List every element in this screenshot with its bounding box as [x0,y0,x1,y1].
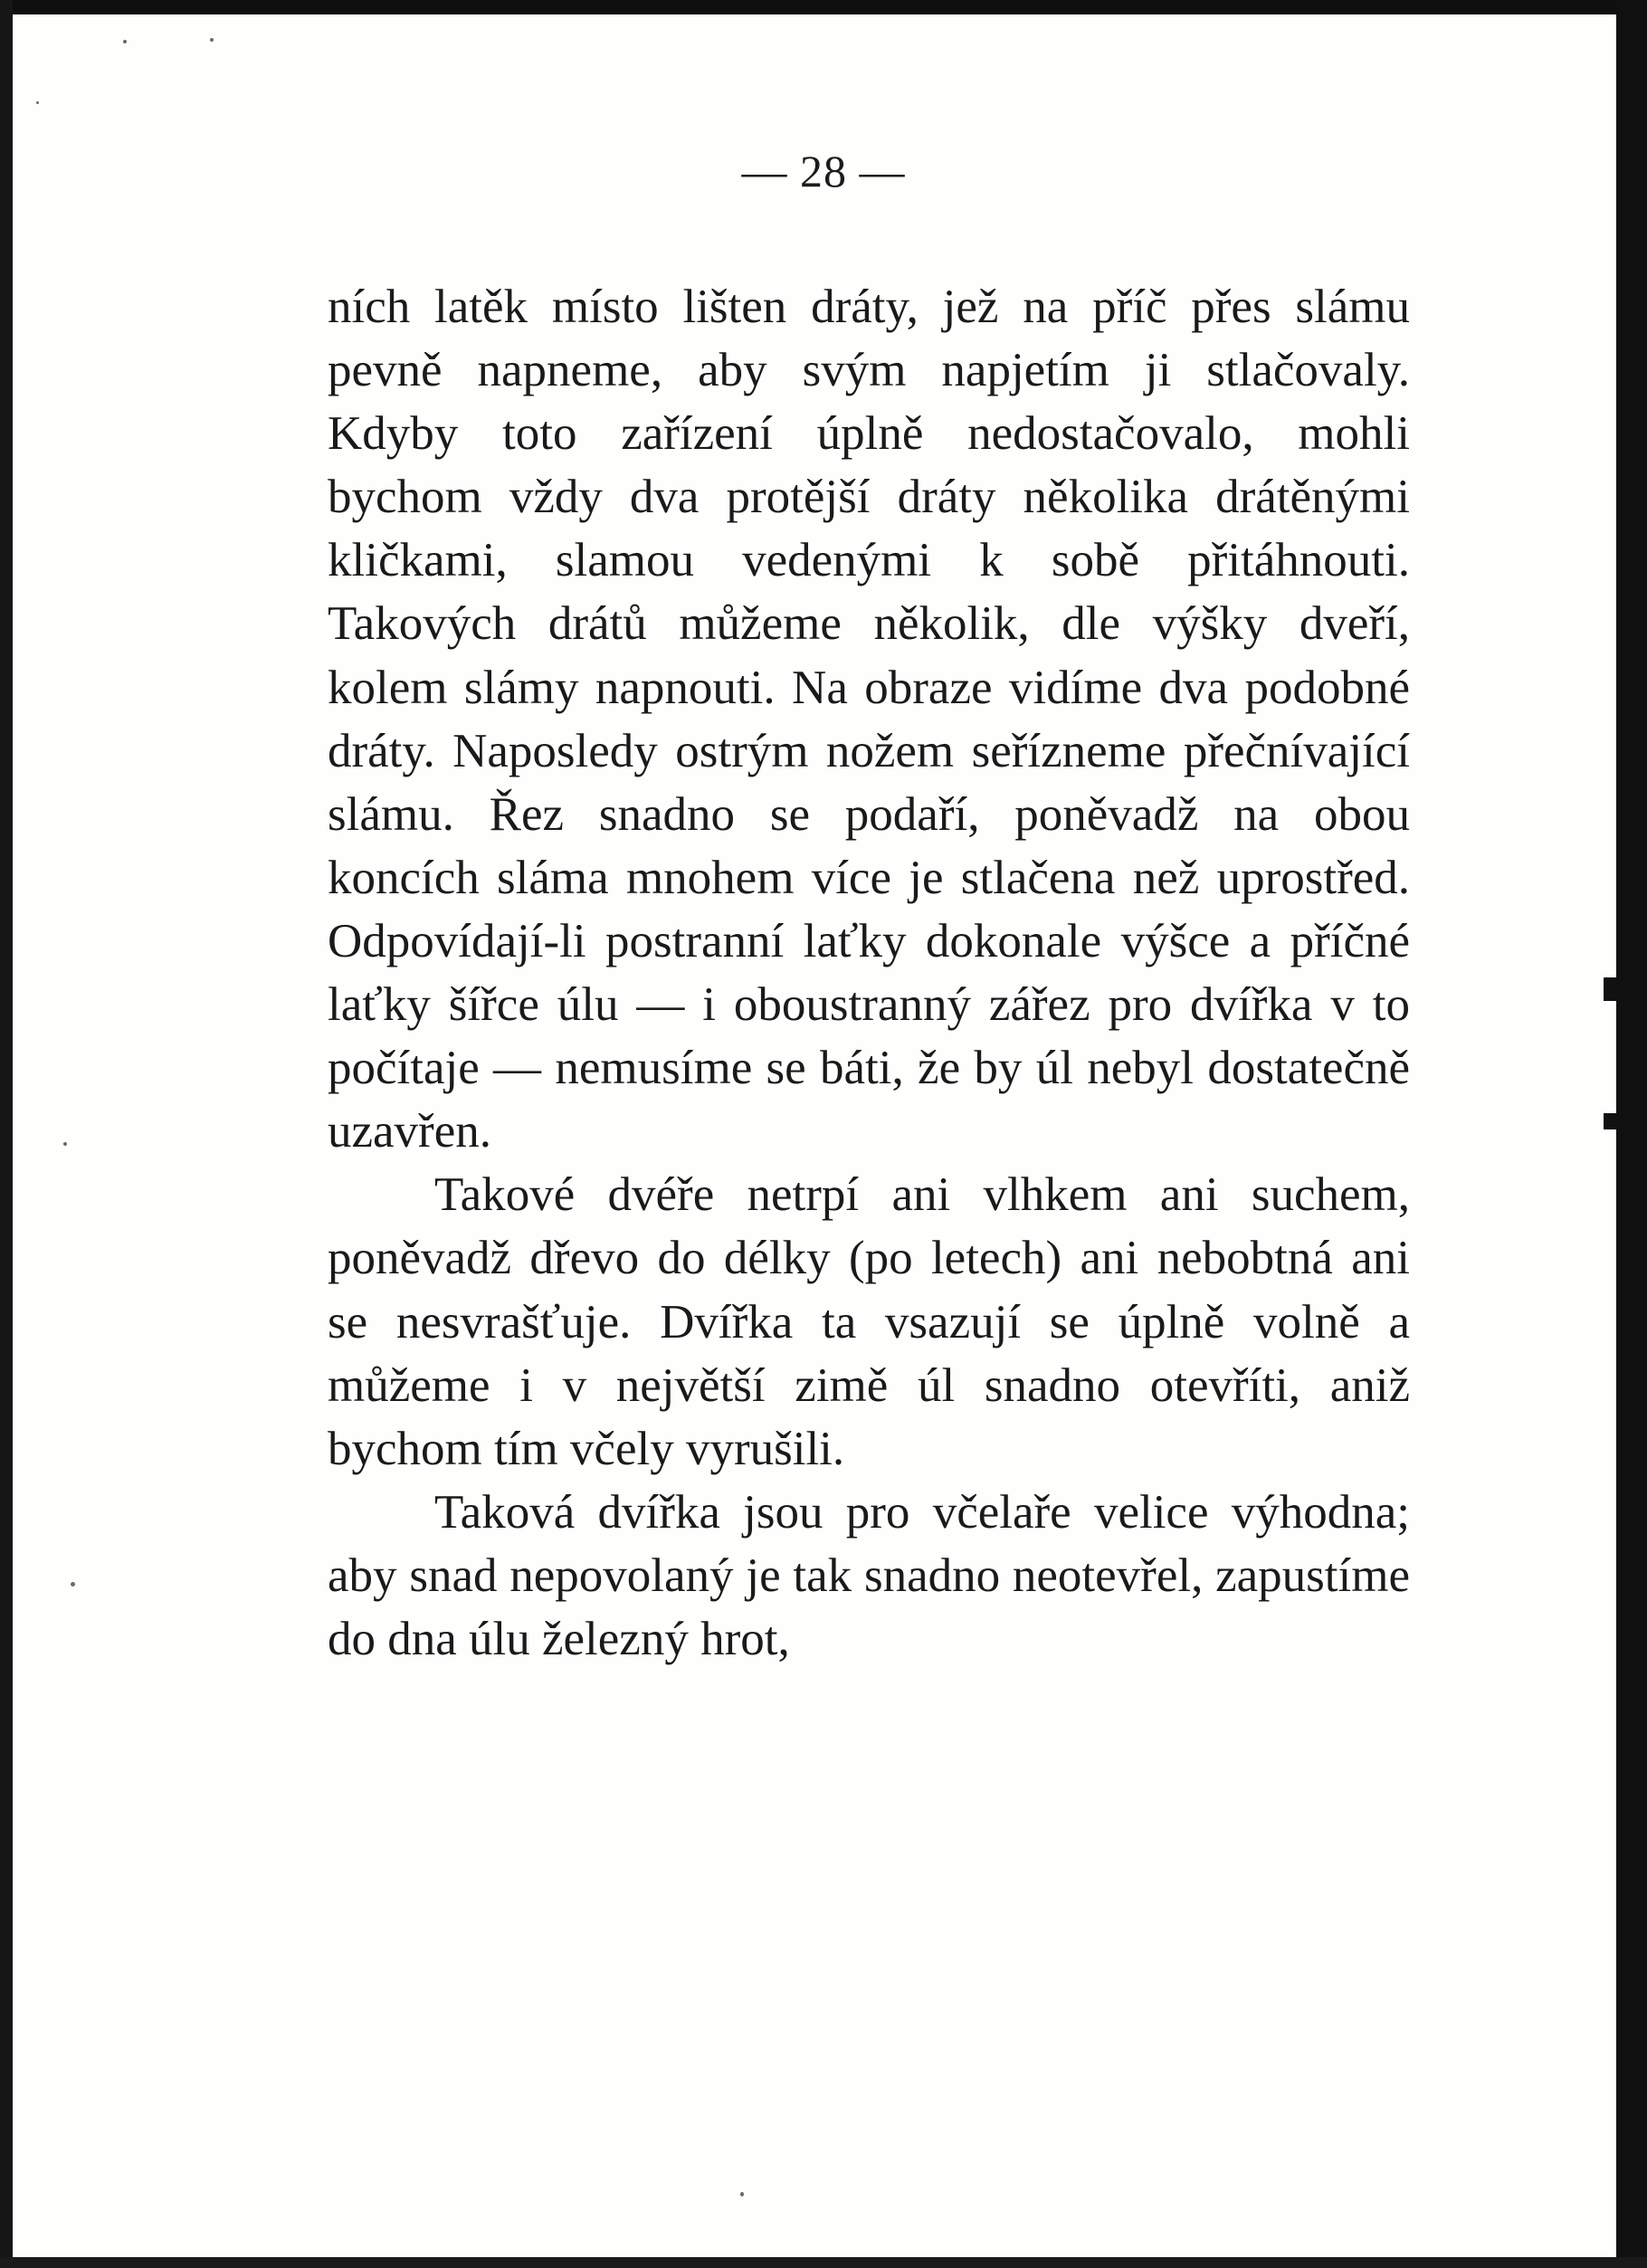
paragraph-doors-weather: Takové dvéře netrpí ani vlhkem ani suchem, poněvadž dřevo do délky (po letech) ani nebobtná ani se nesvrašťuje. Dvířka ta vsazují se úplně volně a můžeme i v největší zimě úl snadno otevříti, aniž bychom tím včely vyrušili. [328,1168,1410,1475]
scan-speck [123,40,127,43]
scan-speck [36,101,39,104]
scan-speck [740,2192,744,2197]
scan-border-top [0,0,1647,14]
page-number: — 28 — [741,146,906,196]
scan-border-bottom [0,2257,1647,2268]
paragraph-doors-security: Taková dvířka jsou pro včelaře velice výhodna; aby snad nepovolaný je tak snadno neotevřel, zapustíme do dna úlu železný hrot, [328,1485,1410,1665]
paragraph-continuation: ních latěk místo lišten dráty, jež na příč přes slámu pevně napneme, aby svým napjetím ji stlačovaly. Kdyby toto zařízení úplně nedostačovalo, mohli bychom vždy dva protější dráty několika drátěnými kličkami, slamou vedenými k sobě přitáhnouti. Takových drátů můžeme několik, dle výšky dveří, kolem slámy napnouti. Na obraze vidíme dva podobné dráty. Naposledy ostrým nožem seřízneme přečnívající slámu. Řez snadno se podaří, poněvadž na obou koncích sláma mnohem více je stlačena než uprostřed. Odpovídají-li postranní laťky dokonale výšce a příčné laťky šířce úlu — i oboustranný zářez pro dvířka v to počítaje — nemusíme se báti, že by úl nebyl dostatečně uzavřen. [328,281,1410,1158]
scan-border-left [0,0,13,2268]
body-text [328,275,1410,1671]
scan-speck [210,38,214,42]
scan-border-right [1616,0,1647,2268]
scan-edge-notch [1604,1113,1616,1129]
scan-speck [63,1142,67,1146]
scan-speck [71,1582,75,1587]
scan-edge-notch [1604,977,1616,1001]
